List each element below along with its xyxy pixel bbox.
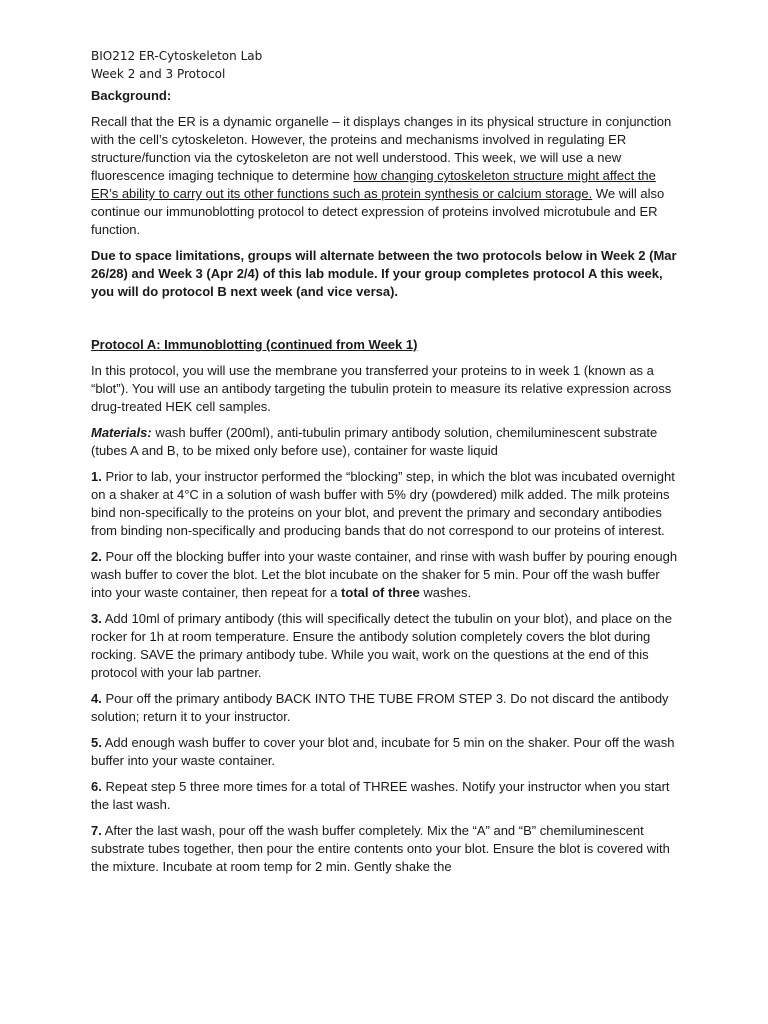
step-number: 2. xyxy=(91,549,102,564)
materials-label: Materials: xyxy=(91,425,152,440)
step-number: 5. xyxy=(91,735,102,750)
background-text-end: We will also continue our immunoblotting protocol to detect expression of proteins involved microtubule and ER function. xyxy=(91,186,665,237)
protocol-a-title: Protocol A: Immunoblotting (continued from Week 1) xyxy=(91,337,418,352)
alternate-protocol-note: Due to space limitations, groups will alternate between the two protocols below in Week 2 (Mar 26/28) and Week 3 (Apr 2/4) of this lab module. If your group completes protocol A this week, you will do protocol B next week (and vice versa). xyxy=(91,248,677,299)
step-text: Prior to lab, your instructor performed the “blocking” step, in which the blot was incubated overnight on a shaker at 4°C in a solution of wash buffer with 5% dry (powdered) milk added. The milk proteins bind non-specifically to the proteins on your blot, and prevent the primary and secondary antibodies from binding non-specifically and producing bands that do not correspond to our proteins of interest. xyxy=(91,469,675,538)
step-text: Add 10ml of primary antibody (this will specifically detect the tubulin on your blot), and place on the rocker for 1h at room temperature. Ensure the antibody solution completely covers the blot during rocking. SAVE the primary antibody tube. While you wait, work on the questions at the end of this protocol with your lab partner. xyxy=(91,611,672,680)
step-number: 6. xyxy=(91,779,102,794)
step-text: Add enough wash buffer to cover your blot and, incubate for 5 min on the shaker. Pour off the wash buffer into your waste container. xyxy=(91,735,675,768)
course-title: BIO212 ER-Cytoskeleton Lab xyxy=(91,49,263,63)
step-3 xyxy=(91,610,682,682)
step-number: 3. xyxy=(91,611,102,626)
step-1 xyxy=(91,468,682,540)
step-5 xyxy=(91,734,682,770)
week-protocol-title: Week 2 and 3 Protocol xyxy=(91,67,226,81)
step-number: 1. xyxy=(91,469,102,484)
step-text: Pour off the primary antibody BACK INTO THE TUBE FROM STEP 3. Do not discard the antibody solution; return it to your instructor. xyxy=(91,691,669,724)
step-text-bold: total of three xyxy=(341,585,420,600)
background-heading: Background: xyxy=(91,88,172,103)
background-text-start: Recall that the ER is a dynamic organelle – it displays changes in its physical structure in conjunction with the cell’s cytoskeleton. However, the proteins and mechanisms involved in regulating ER structure/function via the cytoskeleton are not well understood. This week, we will use a new fluorescence imaging technique to determine xyxy=(91,114,672,183)
materials-text: wash buffer (200ml), anti-tubulin primary antibody solution, chemiluminescent substrate (tubes A and B, to be mixed only before use), container for waste liquid xyxy=(91,425,658,458)
step-text: After the last wash, pour off the wash buffer completely. Mix the “A” and “B” chemiluminescent substrate tubes together, then pour the entire contents onto your blot. Ensure the blot is covered with the mixture. Incubate at room temp for 2 min. Gently shake the xyxy=(91,823,670,874)
step-4 xyxy=(91,690,682,726)
step-text: Pour off the blocking buffer into your waste container, and rinse with wash buffer by pouring enough wash buffer to cover the blot. Let the blot incubate on the shaker for 5 min. Pour off the wash buffer into your waste container, then repeat for a xyxy=(91,549,678,600)
background-paragraph xyxy=(91,113,682,239)
step-number: 7. xyxy=(91,823,102,838)
materials-paragraph xyxy=(91,424,682,460)
step-number: 4. xyxy=(91,691,102,706)
background-underlined-text: how changing cytoskeleton structure might affect the ER’s ability to carry out its other functions such as protein synthesis or calcium storage. xyxy=(91,168,656,201)
step-text: Repeat step 5 three more times for a total of THREE washes. Notify your instructor when you start the last wash. xyxy=(91,779,670,812)
step-text-end: washes. xyxy=(419,585,472,600)
step-7 xyxy=(91,822,682,876)
step-2 xyxy=(91,548,682,602)
section-spacer xyxy=(91,309,682,336)
step-6 xyxy=(91,778,682,814)
protocol-a-intro: In this protocol, you will use the membrane you transferred your proteins to in week 1 (known as a “blot”). You will use an antibody targeting the tubulin protein to measure its relative expression across drug-treated HEK cell samples. xyxy=(91,363,672,414)
